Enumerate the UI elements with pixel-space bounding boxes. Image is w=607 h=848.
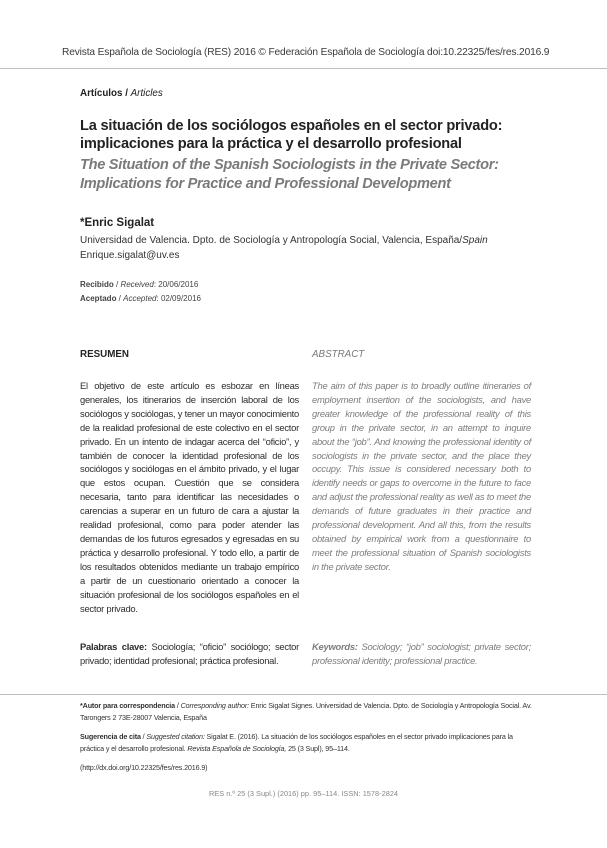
journal-header: Revista Española de Sociología (RES) 2016 © Federación Española de Sociología doi:10.22325/fes/res.2016.9 [62, 47, 550, 58]
resumen-heading: RESUMEN [80, 349, 129, 360]
cite-sep: / [140, 732, 147, 741]
author-email[interactable]: Enrique.sigalat@uv.es [80, 250, 180, 261]
footnote-rule [0, 694, 607, 695]
page-footer: RES n.º 25 (3 Supl.) (2016) pp. 95–114. ISSN: 1578-2824 [208, 789, 399, 798]
corresponding-author-note [80, 700, 538, 723]
section-sep: / [122, 88, 131, 99]
resumen-text: El objetivo de este artículo es esbozar en líneas generales, los itinerarios de inserción laboral de los sociólogos y sociólogas, y tener un mayor conocimiento de la realidad profesional de este colectivo en el sector privado. En un intento de indagar acerca del “oficio”, y también de conocer la identidad profesional de los sociólogos y sociólogas en el ámbito privado, y el lugar que estos ocupan. Cuestión que se considera necesaria, tanto para identificar las necesidades o carencias a superar en un futuro de cara a ajustar la realidad profesional, como para poder atender las demandas de los futuros egresados y egresadas en su práctica y desarrollo profesional. Y todo ello, a partir de los resultados obtenidos mediante un trabajo empírico a partir de un cuestionario orientado a conocer la situación profesional de los sociólogos españoles en el sector privado. [80, 380, 299, 614]
cite-label-en: Suggested citation: [146, 732, 205, 741]
accepted-line: Aceptado / Accepted: 02/09/2016 [80, 294, 201, 303]
keywords [312, 640, 531, 668]
keywords-text: Sociology; “job” sociologist; private sector; professional identity; professional practice. [312, 641, 531, 666]
abstract-text: The aim of this paper is to broadly outline itineraries of employment insertion of the sociologists, and have greater knowledge of the professional reality of this group in the private sector, in an attempt to inquire about the “job”. And knowing the professional identity of sociologists in the private sector, and the place they occupy. This issue is considered necessary both to identify needs or gaps to overcome in the future to face and adjust the professional reality as well as to meet the demands of future graduates in their practice and professional development. And all this, from the results obtained by empirical work from a questionnaire to meet the professional situation of Spanish sociologists in the private sector. [312, 380, 531, 572]
accepted-label-en: Accepted [123, 294, 157, 303]
accepted-date: 02/09/2016 [160, 294, 201, 303]
keywords-label: Keywords: [312, 641, 358, 652]
abstract-heading: ABSTRACT [312, 349, 365, 360]
corr-sep: / [175, 701, 181, 710]
citation-note [80, 731, 538, 754]
title-english: The Situation of the Spanish Sociologists in the Private Sector: Implications for Practice and Professional Development [80, 157, 499, 192]
corr-label-es: *Autor para correspondencia [80, 701, 176, 710]
section-en: Articles [130, 88, 163, 99]
received-label-es: Recibido [80, 280, 114, 289]
accepted-label-es: Aceptado [80, 294, 117, 303]
palabras-clave-label: Palabras clave: [80, 641, 147, 652]
cite-text-a: Sigalat E. (2016). La situación de los sociólogos españoles en el sector privado implicaciones para la práctica y el desarrollo profesional. [80, 732, 513, 753]
affiliation-en: Spain [462, 235, 488, 246]
cite-journal: Revista Española de Sociología, [187, 743, 287, 753]
corr-label-en: Corresponding author: [180, 701, 249, 710]
cite-label-es: Sugerencia de cita [80, 732, 141, 741]
section-es: Artículos [80, 88, 123, 99]
header-rule [0, 68, 607, 69]
author-affiliation [80, 233, 488, 263]
palabras-clave [80, 640, 299, 668]
palabras-clave-text: Sociología; “oficio” sociólogo; sector privado; identidad profesional; práctica profesional. [80, 641, 300, 666]
article-dates [80, 278, 201, 306]
affiliation-es: Universidad de Valencia. Dpto. de Sociología y Antropología Social, Valencia, España/ [80, 235, 463, 246]
doi-link[interactable]: (http://dx.doi.org/10.22325/fes/res.2016.9) [80, 763, 208, 772]
corr-text: Enric Sigalat Signes. Universidad de Valencia. Dpto. de Sociología y Antropología Social. Av. Tarongers 2 73E-28007 Valencia, España [80, 701, 532, 722]
received-date: 20/06/2016 [158, 280, 199, 289]
received-label-en: Received [120, 280, 154, 289]
author-name: *Enric Sigalat [80, 217, 155, 229]
cite-text-b: 25 (3 Supl), 95–114. [288, 743, 350, 753]
section-label [80, 88, 163, 99]
received-line: Recibido / Received: 20/06/2016 [80, 280, 199, 289]
title-spanish: La situación de los sociólogos españoles en el sector privado: implicaciones para la práctica y el desarrollo profesional [80, 118, 503, 152]
